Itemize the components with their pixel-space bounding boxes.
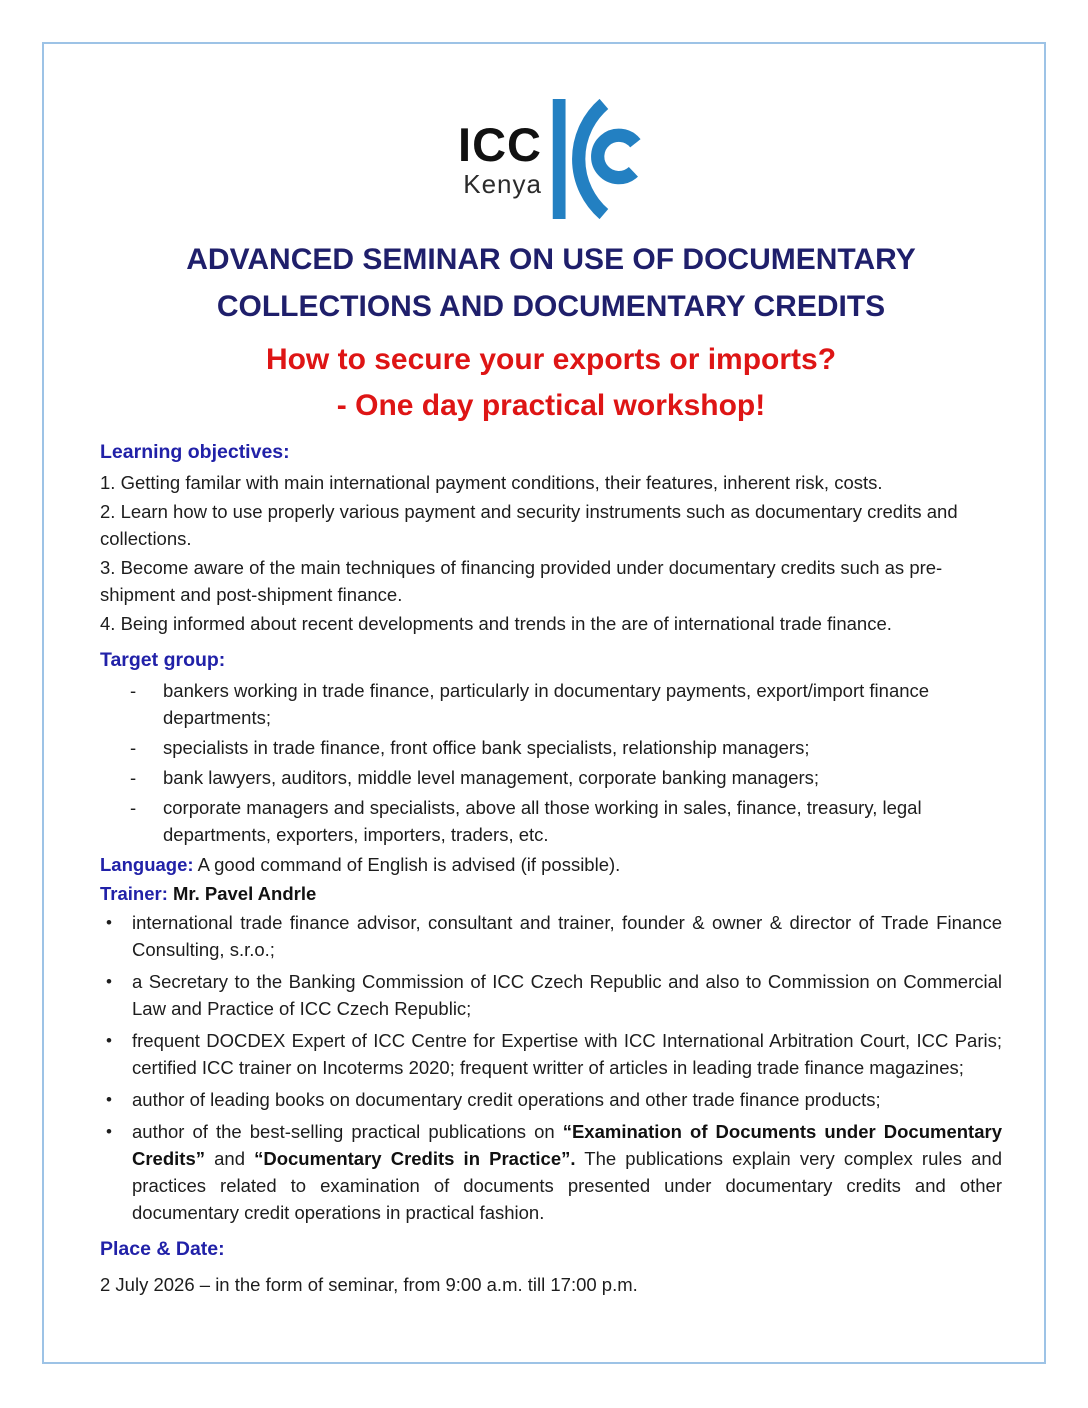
dash-marker: - — [130, 737, 137, 758]
trainer-bullet: • frequent DOCDEX Expert of ICC Centre for Expertise with ICC International Arbitration Court, ICC Paris; certified ICC trainer on Incoterms 2020; frequent writter of articles in leading trade finance magazines; — [100, 1027, 1002, 1081]
objective-item: 2. Learn how to use properly various payment and security instruments such as documentary credits and collections. — [100, 501, 958, 549]
language-label: Language: — [100, 854, 194, 875]
bullet-marker: • — [106, 913, 112, 932]
target-group-heading: Target group: — [100, 649, 226, 671]
dash-marker: - — [130, 680, 137, 701]
bullet-marker: • — [106, 1122, 112, 1141]
trainer-bullet-publications — [100, 1118, 1002, 1226]
title-line-1: ADVANCED SEMINAR ON USE OF DOCUMENTARY — [186, 243, 916, 276]
trainer-bullet: • a Secretary to the Banking Commission of ICC Czech Republic and also to Commission on Commercial Law and Practice of ICC Czech Republic; — [100, 968, 1002, 1022]
seminar-title — [100, 236, 1002, 330]
publication-title-1: “Examination of Documents under Documentary Credits” — [132, 1121, 1002, 1169]
trainer-line — [100, 880, 1002, 907]
subtitle-line-2: - One day practical workshop! — [336, 389, 766, 422]
objective-item: 4. Being informed about recent developments and trends in the are of international trade finance. — [100, 613, 892, 634]
place-date-heading: Place & Date: — [100, 1238, 225, 1260]
target-group-item: - corporate managers and specialists, above all those working in sales, finance, treasury, legal departments, exporters, importers, traders, etc. — [100, 794, 1002, 848]
publications-post: The publications explain very complex rules and practices related to examination of documents presented under documentary credits and other documentary credit operations in practical fashion. — [132, 1148, 1002, 1223]
subtitle-line-1: How to secure your exports or imports? — [265, 343, 837, 376]
icc-kenya-logo — [100, 98, 1002, 220]
document-body — [100, 439, 1002, 1298]
logo-wordmark — [458, 118, 542, 199]
seminar-subtitle — [100, 337, 1002, 429]
publication-title-2: “Documentary Credits in Practice”. — [254, 1148, 576, 1169]
learning-objectives-heading: Learning objectives: — [100, 441, 290, 463]
objective-item: 1. Getting familar with main international payment conditions, their features, inherent risk, costs. — [100, 472, 883, 493]
logo-kenya-text: Kenya — [463, 169, 542, 199]
dash-marker: - — [130, 767, 137, 788]
bullet-marker: • — [106, 972, 112, 991]
trainer-label: Trainer: — [100, 883, 168, 904]
target-group-item: - bankers working in trade finance, particularly in documentary payments, export/import finance departments; — [100, 677, 1002, 731]
objective-item: 3. Become aware of the main techniques of financing provided under documentary credits such as pre-shipment and post-shipment finance. — [100, 557, 943, 605]
place-date-text: 2 July 2026 – in the form of seminar, from 9:00 a.m. till 17:00 p.m. — [100, 1274, 638, 1295]
language-text: A good command of English is advised (if possible). — [197, 854, 621, 875]
title-line-2: COLLECTIONS AND DOCUMENTARY CREDITS — [216, 290, 886, 323]
publications-pre: author of the best-selling practical publications on — [132, 1121, 563, 1142]
logo-icc-text: ICC — [458, 118, 542, 171]
dash-marker: - — [130, 797, 137, 818]
target-group-item: - specialists in trade finance, front office bank specialists, relationship managers; — [100, 734, 1002, 761]
bullet-marker: • — [106, 1031, 112, 1050]
trainer-bullet: • author of leading books on documentary credit operations and other trade finance products; — [100, 1086, 1002, 1113]
trainer-name: Mr. Pavel Andrle — [173, 883, 317, 904]
target-group-item: - bank lawyers, auditors, middle level management, corporate banking managers; — [100, 764, 1002, 791]
icc-arcs-icon — [552, 99, 644, 219]
bullet-marker: • — [106, 1090, 112, 1109]
publications-mid: and — [205, 1148, 255, 1169]
page-border-frame — [42, 42, 1046, 1364]
trainer-bullet: • international trade finance advisor, consultant and trainer, founder & owner & director of Trade Finance Consulting, s.r.o.; — [100, 909, 1002, 963]
language-line — [100, 851, 1002, 878]
